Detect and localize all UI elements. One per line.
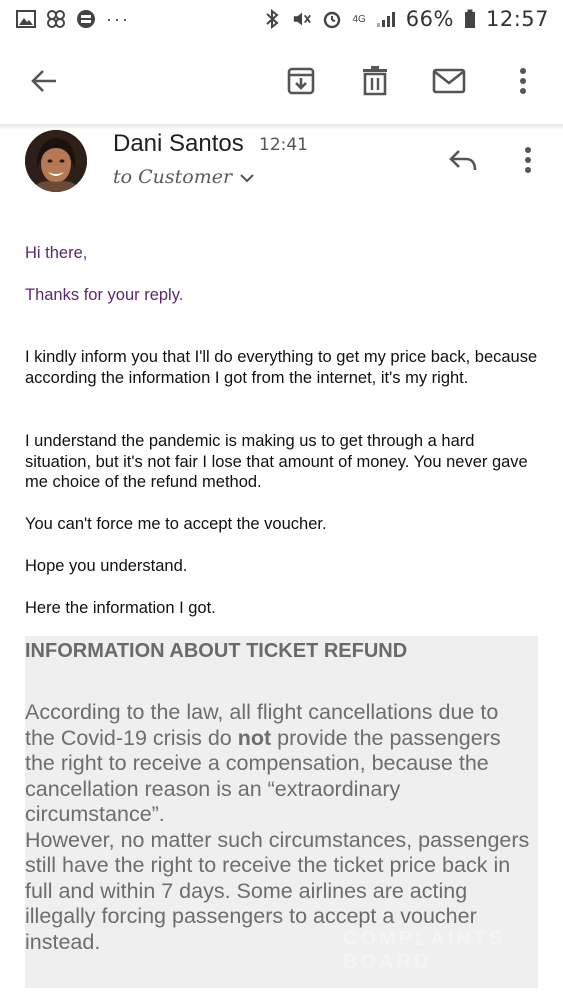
watermark-line-2: BOARD <box>343 951 432 973</box>
info-p2: However, no matter such circumstances, passengers still have the right to receive the ticket price back in full and within 7 days. Some airlines are acting illegally forcing passengers to accept a voucher instead. <box>25 827 530 954</box>
message-time: 12:41 <box>259 135 308 155</box>
paragraph-1: I kindly inform you that I'll do everything to get my price back, because according the information I got from the internet, it's my right. <box>25 348 538 387</box>
more-notifications-dots: ··· <box>106 8 130 29</box>
back-arrow-icon[interactable] <box>26 63 62 99</box>
info-p1-end: provide the passengers the right to receive a compensation, because the cancellation reason is an “extraordinary circumstance”. <box>25 725 501 826</box>
info-p1-start: According to the law, all flight cancellations due to the Covid-19 crisis do <box>25 700 499 750</box>
reply-icon[interactable] <box>444 144 482 176</box>
watermark-logo <box>303 928 533 988</box>
archive-icon[interactable] <box>283 63 319 99</box>
battery-icon <box>464 9 476 29</box>
avatar[interactable] <box>25 130 87 192</box>
car-mode-icon <box>76 9 96 29</box>
mute-icon <box>292 9 312 29</box>
paragraph-5: Here the information I got. <box>25 599 216 617</box>
recipient-label: to Customer <box>113 166 233 188</box>
status-bar <box>0 0 563 38</box>
greeting: Hi there, <box>25 244 88 262</box>
info-title: INFORMATION ABOUT TICKET REFUND <box>25 640 408 662</box>
alarm-icon <box>322 9 342 29</box>
message-header <box>0 126 563 206</box>
more-vert-icon[interactable] <box>505 63 541 99</box>
status-time: 12:57 <box>485 7 549 31</box>
message-more-vert-icon[interactable] <box>514 144 542 176</box>
paragraph-2: I understand the pandemic is making us to get through a hard situation, but it's not fair I lose that amount of money. You never gave me choice of the refund method. <box>25 432 528 491</box>
toolbar <box>0 52 563 110</box>
signal-icon <box>376 9 396 29</box>
paragraph-4: Hope you understand. <box>25 557 188 575</box>
chevron-down-icon <box>240 166 254 188</box>
toolbar-actions <box>283 63 541 99</box>
gallery-icon <box>16 9 36 29</box>
status-bar-left <box>16 9 130 30</box>
network-type-label: 4G <box>352 13 366 25</box>
pinwheel-icon <box>46 9 66 29</box>
watermark-line-1: COMPLAINTS <box>343 928 506 950</box>
battery-percent: 66% <box>405 7 454 31</box>
bluetooth-icon <box>262 9 282 29</box>
quoted-info-block <box>25 636 538 988</box>
recipient-toggle[interactable] <box>113 166 254 188</box>
info-p1-bold: not <box>237 725 272 750</box>
sender-name: Dani Santos <box>113 130 244 157</box>
status-bar-right <box>262 7 549 31</box>
delete-icon[interactable] <box>357 63 393 99</box>
paragraph-3: You can't force me to accept the voucher. <box>25 515 327 533</box>
mail-icon[interactable] <box>431 63 467 99</box>
thanks-line: Thanks for your reply. <box>25 286 184 304</box>
info-text <box>25 700 530 955</box>
